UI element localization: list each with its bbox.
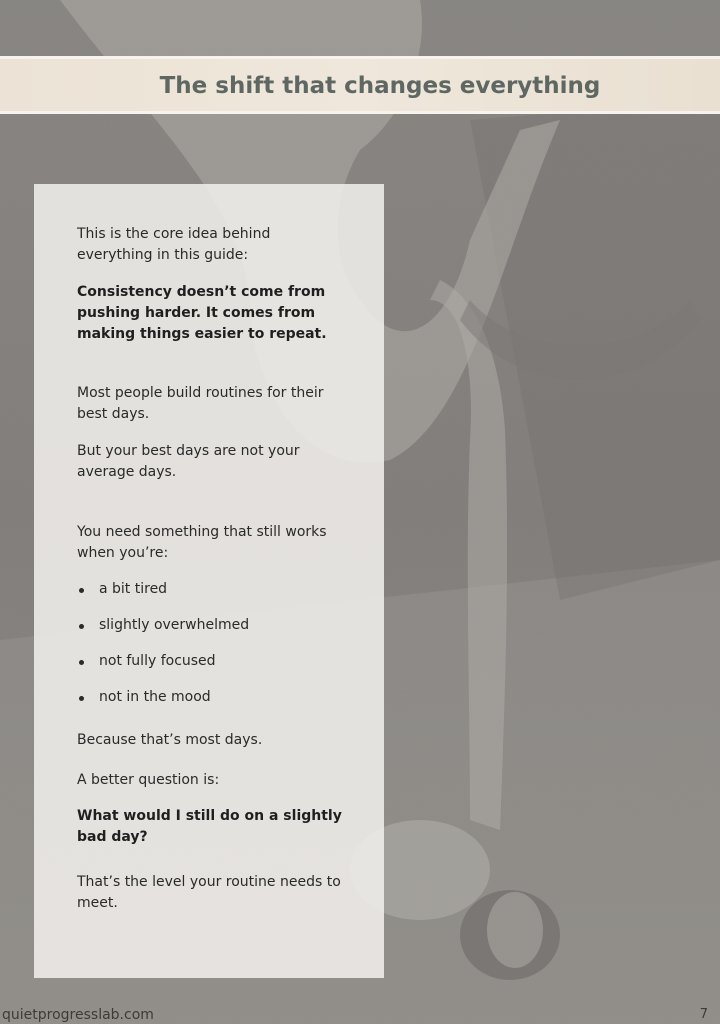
title-band [0,56,720,114]
best-days-text: Most people build routines for their best days. [77,385,324,422]
content-panel [34,184,384,978]
list-item: a bit tired [77,579,347,600]
average-days-text: But your best days are not your average days. [77,443,300,480]
condition-list [77,579,347,708]
question-text: What would I still do on a slightly bad day? [77,808,342,845]
most-days-text: Because that’s most days. [77,732,263,748]
page-number: 7 [699,1007,708,1022]
need-text: You need something that still works when you’re: [77,524,327,561]
list-item: slightly overwhelmed [77,615,347,636]
level-text: That’s the level your routine needs to meet. [77,874,341,911]
better-question-text: A better question is: [77,772,220,788]
intro-text: This is the core idea behind everything in this guide: [77,226,271,263]
page-title: The shift that changes everything [159,73,601,99]
list-item: not fully focused [77,651,347,672]
list-item: not in the mood [77,687,347,708]
content-body [77,224,347,914]
footer-url: quietprogresslab.com [2,1007,154,1023]
core-idea-text: Consistency doesn’t come from pushing harder. It comes from making things easier to repeat. [77,284,327,342]
